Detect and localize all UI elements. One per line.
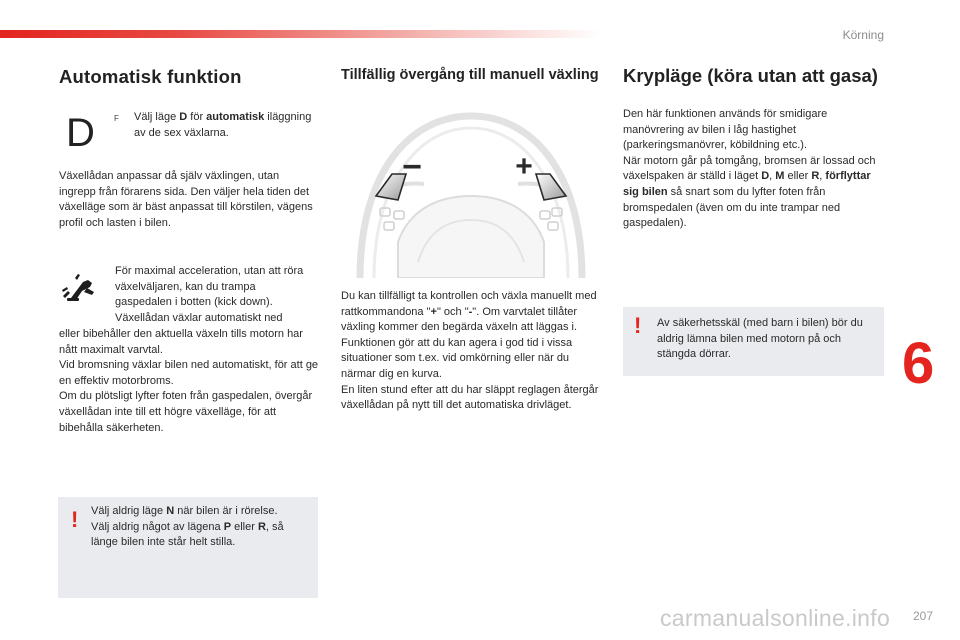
plus-label: +: [515, 150, 533, 183]
warning-text: Av säkerhetsskäl (med barn i bilen) bör du aldrig lämna bilen med motorn på och stängda dörrar.: [657, 317, 863, 361]
bullet-text: Välj läge D för automatisk iläggning av de sex växlarna.: [134, 111, 312, 139]
title-manual-override: Tillfällig övergång till manuell växling: [341, 67, 599, 83]
chapter-number: 6: [902, 331, 935, 396]
kick-down-rest: eller bibehåller den aktuella växeln tills motorn har nått maximalt varvtal.: [59, 328, 303, 356]
section-label: Körning: [842, 28, 884, 42]
automatic-description: Växellådan anpassar då själv växlingen, utan ingrepp från förarens sida. Den väljer hela tiden det växelläge som är bäst anpassat till körstilen, vägens profil och lasten i bilen.: [59, 170, 313, 229]
warning-box-children: [623, 307, 884, 376]
minus-label: −: [402, 148, 422, 186]
kick-down-details: [59, 327, 321, 436]
kick-down-intro: För maximal acceleration, utan att röra växelväljaren, kan du trampa gaspedalen i botten (kick down). Växellådan växlar automatiskt ned: [115, 265, 304, 324]
foot-pedal-icon: [61, 272, 99, 304]
title-creep-mode: Krypläge (köra utan att gasa): [623, 65, 878, 86]
warning-text: Välj aldrig läge N när bilen är i rörelse. Välj aldrig något av lägena P eller R, så länge bilen inte står helt stilla.: [91, 505, 284, 549]
engine-brake-text: Vid bromsning växlar bilen ned automatiskt, för att ge en effektiv motorbroms.: [59, 359, 319, 387]
steering-wheel-paddles-icon: [340, 112, 602, 278]
manual-para3: En liten stund efter att du har släppt reglagen återgår växellådan på nytt till det automatiska drivläget.: [341, 383, 599, 412]
bullet-select-d: [114, 110, 314, 141]
safety-text: Om du plötsligt lyfter foten från gaspedalen, övergår växellådan inte till ett högre växelläge, för att bibehålla säkerheten.: [59, 390, 313, 434]
gear-d-symbol: D: [66, 111, 95, 155]
manual-override-text: [341, 289, 603, 414]
bullet-icon: F: [114, 114, 119, 123]
page-number: 207: [913, 609, 934, 623]
creep-para1: Den här funktionen används för smidigare manövrering av bilen i låg hastighet (parkeringsmanövrer, köbildning etc.).: [623, 108, 828, 152]
exclamation-icon: !: [71, 507, 79, 532]
exclamation-icon: !: [634, 313, 642, 338]
manual-para2: Funktionen gör att du kan agera i god tid i vissa situationer som t.ex. vid omkörning eller när du närmar dig en kurva.: [341, 336, 573, 380]
manual-para1: Du kan tillfälligt ta kontrollen och växla manuellt med rattkommandona "+" och "-". Om varvtalet tillåter växling kommer den begärda växeln att läggas i.: [341, 290, 597, 334]
watermark: carmanualsonline.info: [660, 605, 891, 631]
header-accent-bar: [0, 30, 600, 38]
creep-para2: När motorn går på tomgång, bromsen är lossad och växelspaken är ställd i läget D, M eller R, förflyttar sig bilen så snart som du lyfter foten från bromspedalen (även om du inte trampar ned gaspedalen).: [623, 154, 876, 230]
warning-box-neutral: [58, 497, 318, 598]
creep-mode-text: [623, 107, 887, 232]
title-automatic-function: Automatisk funktion: [59, 66, 242, 87]
